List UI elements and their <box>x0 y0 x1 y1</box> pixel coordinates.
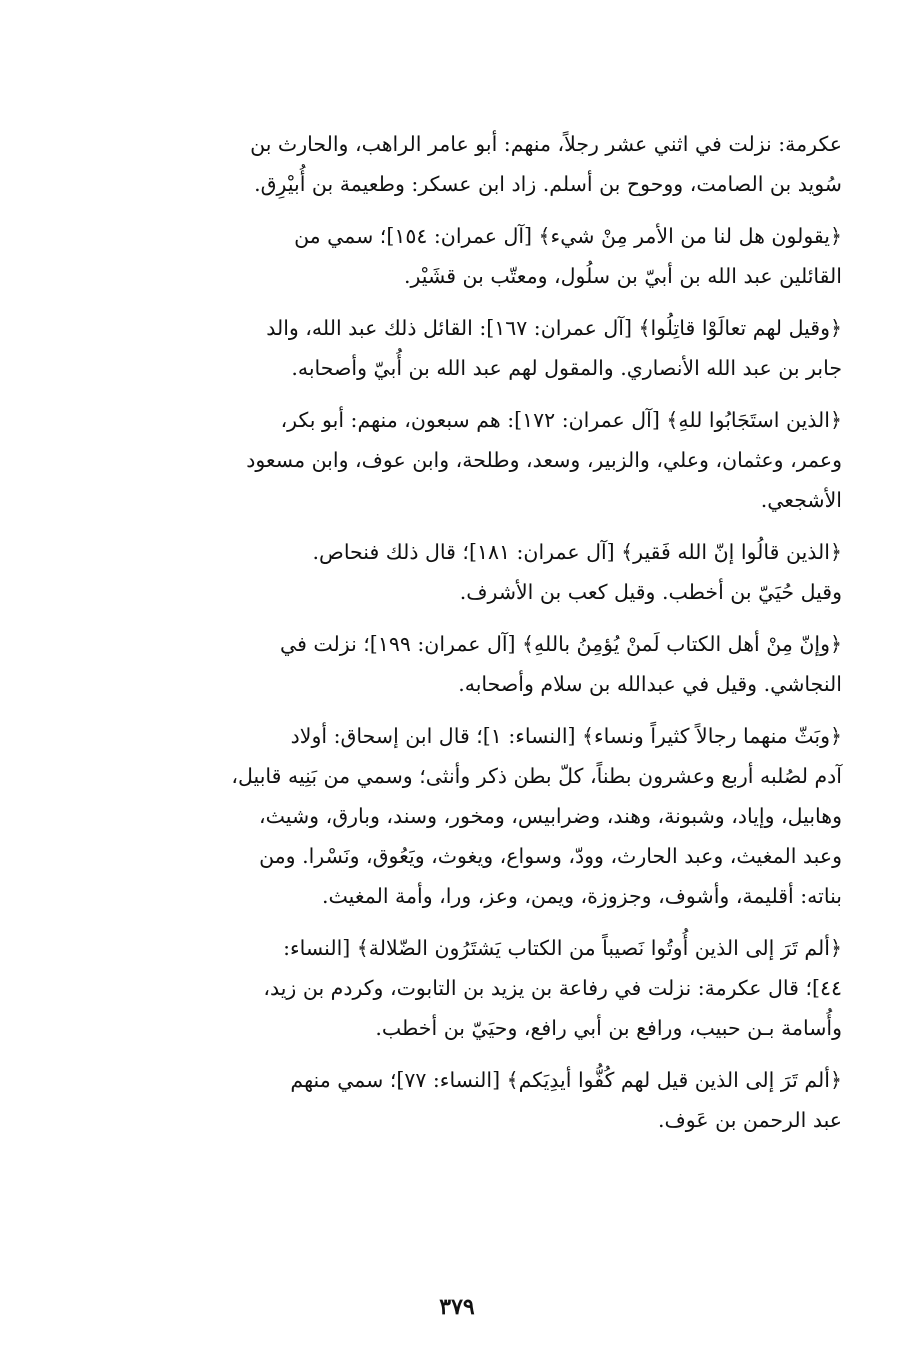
text-line: وعمر، وعثمان، وعلي، والزبير، وسعد، وطلحة، وابن عوف، وابن مسعود <box>246 448 842 472</box>
text-line: عكرمة: نزلت في اثني عشر رجلاً، منهم: أبو عامر الراهب، والحارث بن <box>250 132 842 156</box>
paragraph-9 <box>130 1060 842 1140</box>
text-line: ﴿وقيل لهم تعالَوْا قاتِلُوا﴾ [آل عمران: ١٦٧]: القائل ذلك عبد الله، والد <box>266 316 842 340</box>
paragraph-5 <box>130 532 842 612</box>
paragraph-4 <box>130 400 842 520</box>
text-line: ﴿الذين قالُوا إنّ الله فَقير﴾ [آل عمران: ١٨١]؛ قال ذلك فنحاص. <box>312 540 842 564</box>
text-line: ﴿ألم تَرَ إلى الذين أُوتُوا نَصيباً من الكتاب يَشتَرُون الضّلالة﴾ [النساء: <box>283 936 842 960</box>
text-line: وعبد المغيث، وعبد الحارث، وودّ، وسواع، ويغوث، ويَعُوق، ونَسْرا. ومن <box>259 844 842 868</box>
paragraph-3 <box>130 308 842 388</box>
paragraph-7 <box>130 716 842 916</box>
text-line: وهابيل، وإياد، وشبونة، وهند، وضرابيس، ومخور، وسند، وبارق، وشيث، <box>259 804 842 828</box>
text-line: ﴿ألم تَرَ إلى الذين قيل لهم كُفُّوا أيدِيَكم﴾ [النساء: ٧٧]؛ سمي منهم <box>290 1068 842 1092</box>
text-line: الأشجعي. <box>760 488 842 512</box>
text-line: النجاشي. وقيل في عبدالله بن سلام وأصحابه. <box>458 672 842 696</box>
text-line: ٤٤]؛ قال عكرمة: نزلت في رفاعة بن يزيد بن التابوت، وكردم بن زيد، <box>263 976 842 1000</box>
text-line: القائلين عبد الله بن أبيّ بن سلُول، ومعتّب بن قشَيْر. <box>403 264 842 288</box>
text-line: ﴿وبَثّ منهما رجالاً كثيراً ونساء﴾ [النساء: ١]؛ قال ابن إسحاق: أولاد <box>290 724 842 748</box>
text-line: ﴿الذين استَجَابُوا للهِ﴾ [آل عمران: ١٧٢]: هم سبعون، منهم: أبو بكر، <box>280 408 842 432</box>
paragraph-1 <box>130 124 842 204</box>
page-number: ٣٧٩ <box>439 1294 475 1320</box>
text-line: سُويد بن الصامت، ووحوح بن أسلم. زاد ابن عسكر: وطعيمة بن أُبيْرِق. <box>254 172 842 196</box>
text-line: بناته: أقليمة، وأشوف، وجزوزة، ويمن، وعز، ورا، وأمة المغيث. <box>322 884 842 908</box>
paragraph-6 <box>130 624 842 704</box>
body-text <box>130 124 842 1152</box>
text-line: وأُسامة بـن حبيب، ورافع بن أبي رافع، وحيَيّ بن أخطب. <box>375 1016 842 1040</box>
text-line: آدم لصُلبه أربع وعشرون بطناً، كلّ بطن ذكر وأنثى؛ وسمي من بَنِيه قابيل، <box>231 764 842 788</box>
paragraph-8 <box>130 928 842 1048</box>
text-line: عبد الرحمن بن عَوف. <box>657 1108 842 1132</box>
text-line: ﴿يقولون هل لنا من الأمر مِنْ شيء﴾ [آل عمران: ١٥٤]؛ سمي من <box>294 224 842 248</box>
text-line: ﴿وإنّ مِنْ أهل الكتاب لَمنْ يُؤمِنُ باللهِ﴾ [آل عمران: ١٩٩]؛ نزلت في <box>279 632 842 656</box>
text-line: وقيل حُيَيّ بن أخطب. وقيل كعب بن الأشرف. <box>459 580 842 604</box>
text-line: جابر بن عبد الله الأنصاري. والمقول لهم عبد الله بن أُبيّ وأصحابه. <box>291 356 842 380</box>
paragraph-2 <box>130 216 842 296</box>
